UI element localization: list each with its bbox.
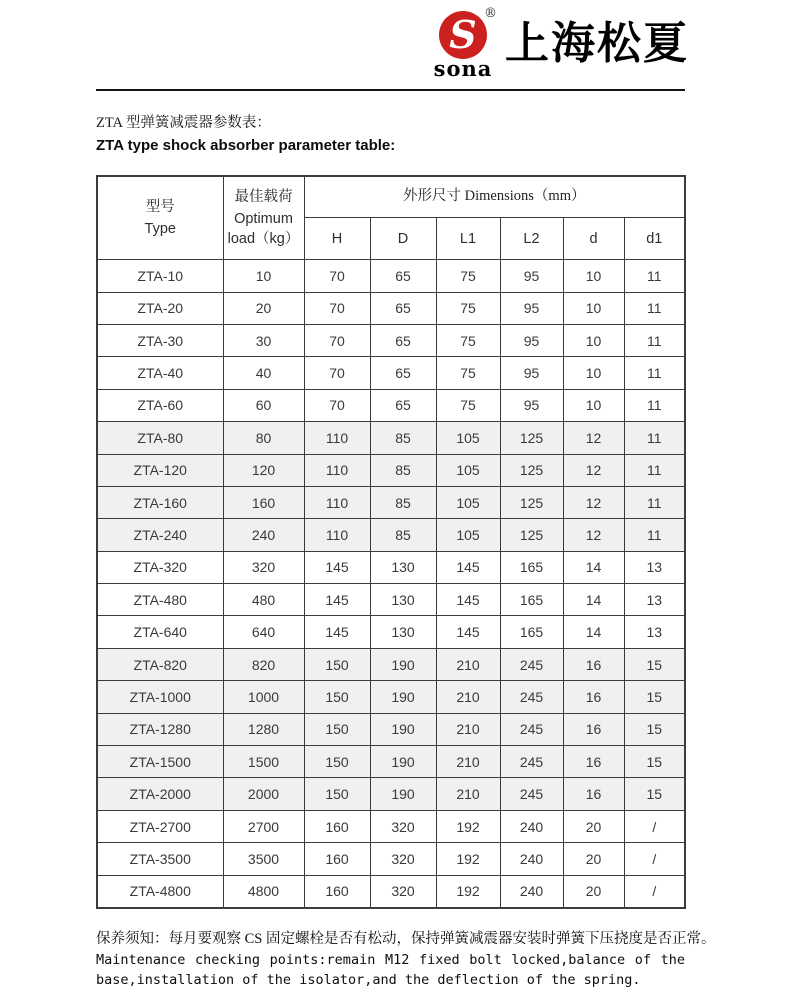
- cell-value: 145: [304, 551, 370, 583]
- cell-value: 105: [436, 454, 500, 486]
- cell-value: 820: [223, 648, 304, 680]
- cell-value: 14: [563, 584, 624, 616]
- cell-value: 75: [436, 357, 500, 389]
- cell-value: 145: [304, 584, 370, 616]
- cell-value: 165: [500, 616, 563, 648]
- table-row: [97, 713, 685, 745]
- cell-value: 150: [304, 778, 370, 810]
- cell-value: 12: [563, 486, 624, 518]
- cell-type: ZTA-20: [97, 292, 223, 324]
- cell-value: 150: [304, 746, 370, 778]
- cell-value: 95: [500, 357, 563, 389]
- cell-value: 160: [304, 843, 370, 875]
- cell-value: 80: [223, 422, 304, 454]
- cell-value: 16: [563, 778, 624, 810]
- col-header-dim-L1: L1: [436, 218, 500, 260]
- cell-value: 210: [436, 648, 500, 680]
- table-row: [97, 324, 685, 356]
- cell-value: 10: [223, 260, 304, 292]
- cell-type: ZTA-2700: [97, 810, 223, 842]
- cell-value: 125: [500, 486, 563, 518]
- cell-value: 15: [624, 746, 685, 778]
- cell-value: 110: [304, 519, 370, 551]
- cell-type: ZTA-160: [97, 486, 223, 518]
- cell-value: 130: [370, 551, 436, 583]
- table-row: [97, 357, 685, 389]
- document-page: [96, 0, 716, 991]
- cell-value: 125: [500, 454, 563, 486]
- title-block: [96, 112, 685, 158]
- cell-value: 110: [304, 454, 370, 486]
- col-header-load-en1: Optimum: [234, 210, 293, 227]
- cell-value: 15: [624, 648, 685, 680]
- cell-value: 320: [370, 875, 436, 907]
- cell-value: 110: [304, 486, 370, 518]
- cell-value: 70: [304, 292, 370, 324]
- cell-type: ZTA-320: [97, 551, 223, 583]
- cell-value: 320: [370, 810, 436, 842]
- cell-type: ZTA-240: [97, 519, 223, 551]
- col-header-dim-D: D: [370, 218, 436, 260]
- cell-value: 145: [436, 584, 500, 616]
- cell-type: ZTA-1000: [97, 681, 223, 713]
- table-row: [97, 778, 685, 810]
- cell-value: 20: [563, 810, 624, 842]
- cell-value: 190: [370, 746, 436, 778]
- cell-value: 14: [563, 551, 624, 583]
- col-header-type-en: Type: [144, 220, 176, 237]
- cell-value: 190: [370, 681, 436, 713]
- cell-value: 240: [223, 519, 304, 551]
- cell-type: ZTA-120: [97, 454, 223, 486]
- cell-value: 95: [500, 389, 563, 421]
- cell-value: 210: [436, 746, 500, 778]
- cell-value: 192: [436, 843, 500, 875]
- cell-value: 15: [624, 778, 685, 810]
- cell-value: 1500: [223, 746, 304, 778]
- cell-value: 95: [500, 260, 563, 292]
- cell-value: 11: [624, 454, 685, 486]
- cell-type: ZTA-820: [97, 648, 223, 680]
- cell-value: 85: [370, 486, 436, 518]
- cell-value: 65: [370, 292, 436, 324]
- col-header-dim-H: H: [304, 218, 370, 260]
- cell-value: 11: [624, 292, 685, 324]
- table-row: [97, 681, 685, 713]
- col-header-load: [223, 176, 304, 260]
- logo-wordmark: sona: [433, 56, 493, 81]
- cell-value: 70: [304, 357, 370, 389]
- col-header-type: [97, 176, 223, 260]
- cell-type: ZTA-4800: [97, 875, 223, 907]
- cell-value: 320: [370, 843, 436, 875]
- cell-value: 320: [223, 551, 304, 583]
- cell-value: 85: [370, 519, 436, 551]
- cell-value: 160: [304, 875, 370, 907]
- cell-value: 192: [436, 875, 500, 907]
- table-header-row-1: [97, 176, 685, 218]
- cell-value: 210: [436, 778, 500, 810]
- cell-value: 95: [500, 292, 563, 324]
- cell-value: 245: [500, 681, 563, 713]
- col-header-load-en2: load（kg）: [227, 230, 300, 247]
- cell-value: 1000: [223, 681, 304, 713]
- logo-s-glyph: S: [449, 12, 477, 57]
- cell-value: 30: [223, 324, 304, 356]
- cell-value: 85: [370, 422, 436, 454]
- cell-value: 640: [223, 616, 304, 648]
- cell-value: 13: [624, 584, 685, 616]
- col-header-type-zh: 型号: [145, 198, 175, 215]
- cell-value: 160: [304, 810, 370, 842]
- cell-value: 165: [500, 551, 563, 583]
- cell-value: 12: [563, 454, 624, 486]
- cell-value: 10: [563, 324, 624, 356]
- cell-value: 65: [370, 260, 436, 292]
- cell-value: 3500: [223, 843, 304, 875]
- cell-value: 11: [624, 260, 685, 292]
- cell-value: 130: [370, 616, 436, 648]
- cell-value: /: [624, 843, 685, 875]
- cell-value: 1280: [223, 713, 304, 745]
- cell-value: 190: [370, 648, 436, 680]
- table-row: [97, 389, 685, 421]
- cell-value: 13: [624, 616, 685, 648]
- cell-type: ZTA-1280: [97, 713, 223, 745]
- table-row: [97, 486, 685, 518]
- cell-value: 11: [624, 486, 685, 518]
- cell-value: 190: [370, 713, 436, 745]
- maintenance-note-zh: 保养须知：每月要观察 CS 固定螺栓是否有松动，保持弹簧减震器安装时弹簧下压挠度是否正常。: [96, 930, 716, 947]
- cell-value: 40: [223, 357, 304, 389]
- cell-value: 70: [304, 324, 370, 356]
- registered-trademark-icon: ®: [484, 6, 497, 21]
- cell-value: 125: [500, 422, 563, 454]
- cell-value: 245: [500, 713, 563, 745]
- cell-value: 85: [370, 454, 436, 486]
- cell-value: 240: [500, 843, 563, 875]
- cell-value: 65: [370, 389, 436, 421]
- cell-value: 65: [370, 357, 436, 389]
- cell-value: 480: [223, 584, 304, 616]
- cell-type: ZTA-2000: [97, 778, 223, 810]
- cell-value: 10: [563, 260, 624, 292]
- table-row: [97, 422, 685, 454]
- table-row: [97, 810, 685, 842]
- maintenance-note-en-line1: Maintenance checking points:remain M12 fixed bolt locked,balance of the: [96, 951, 685, 968]
- cell-type: ZTA-3500: [97, 843, 223, 875]
- cell-value: 145: [304, 616, 370, 648]
- cell-value: 165: [500, 584, 563, 616]
- cell-value: 60: [223, 389, 304, 421]
- cell-value: 75: [436, 292, 500, 324]
- table-row: [97, 551, 685, 583]
- cell-value: 245: [500, 648, 563, 680]
- cell-value: 20: [563, 875, 624, 907]
- cell-value: 14: [563, 616, 624, 648]
- cell-value: 11: [624, 519, 685, 551]
- cell-value: 120: [223, 454, 304, 486]
- col-header-dim-d: d: [563, 218, 624, 260]
- table-row: [97, 875, 685, 907]
- cell-value: 110: [304, 422, 370, 454]
- page-header: [96, 0, 689, 91]
- parameter-table: [96, 175, 686, 909]
- cell-value: 10: [563, 357, 624, 389]
- table-row: [97, 616, 685, 648]
- cell-value: 105: [436, 519, 500, 551]
- cell-value: 95: [500, 324, 563, 356]
- cell-value: 210: [436, 713, 500, 745]
- col-header-dim-L2: L2: [500, 218, 563, 260]
- cell-value: 240: [500, 875, 563, 907]
- cell-value: 150: [304, 681, 370, 713]
- table-row: [97, 454, 685, 486]
- table-row: [97, 746, 685, 778]
- col-header-load-zh: 最佳载荷: [234, 188, 293, 205]
- cell-value: 11: [624, 422, 685, 454]
- cell-value: 190: [370, 778, 436, 810]
- cell-value: 210: [436, 681, 500, 713]
- cell-type: ZTA-60: [97, 389, 223, 421]
- cell-value: 130: [370, 584, 436, 616]
- cell-value: /: [624, 810, 685, 842]
- cell-value: 10: [563, 292, 624, 324]
- cell-value: 12: [563, 422, 624, 454]
- cell-value: 105: [436, 486, 500, 518]
- cell-value: 150: [304, 713, 370, 745]
- cell-value: 15: [624, 681, 685, 713]
- maintenance-note: [96, 929, 716, 992]
- cell-value: 2000: [223, 778, 304, 810]
- cell-value: 11: [624, 324, 685, 356]
- cell-value: /: [624, 875, 685, 907]
- cell-value: 13: [624, 551, 685, 583]
- col-header-dim-d1: d1: [624, 218, 685, 260]
- cell-value: 16: [563, 713, 624, 745]
- cell-value: 105: [436, 422, 500, 454]
- cell-value: 2700: [223, 810, 304, 842]
- cell-value: 15: [624, 713, 685, 745]
- cell-type: ZTA-80: [97, 422, 223, 454]
- cell-value: 10: [563, 389, 624, 421]
- table-row: [97, 260, 685, 292]
- table-row: [97, 584, 685, 616]
- cell-value: 20: [563, 843, 624, 875]
- cell-value: 11: [624, 357, 685, 389]
- cell-value: 16: [563, 648, 624, 680]
- cell-value: 12: [563, 519, 624, 551]
- cell-value: 20: [223, 292, 304, 324]
- company-name: 上海松夏: [505, 19, 689, 68]
- cell-value: 75: [436, 324, 500, 356]
- cell-value: 245: [500, 778, 563, 810]
- cell-value: 75: [436, 260, 500, 292]
- cell-value: 11: [624, 389, 685, 421]
- cell-value: 160: [223, 486, 304, 518]
- cell-value: 150: [304, 648, 370, 680]
- maintenance-note-en-line2: base,installation of the isolator,and the deflection of the spring.: [96, 972, 641, 989]
- cell-type: ZTA-640: [97, 616, 223, 648]
- sona-logo-icon: [438, 10, 488, 60]
- table-row: [97, 843, 685, 875]
- company-logo: [427, 6, 689, 81]
- cell-type: ZTA-10: [97, 260, 223, 292]
- cell-value: 125: [500, 519, 563, 551]
- table-title-en: ZTA type shock absorber parameter table:: [96, 137, 396, 155]
- cell-type: ZTA-1500: [97, 746, 223, 778]
- cell-type: ZTA-480: [97, 584, 223, 616]
- table-row: [97, 648, 685, 680]
- cell-value: 16: [563, 746, 624, 778]
- cell-value: 16: [563, 681, 624, 713]
- col-header-dimensions: 外形尺寸 Dimensions（mm）: [304, 176, 685, 218]
- cell-value: 145: [436, 551, 500, 583]
- sona-logo: [427, 6, 499, 81]
- cell-value: 4800: [223, 875, 304, 907]
- cell-value: 240: [500, 810, 563, 842]
- cell-type: ZTA-40: [97, 357, 223, 389]
- table-row: [97, 292, 685, 324]
- cell-value: 70: [304, 260, 370, 292]
- cell-type: ZTA-30: [97, 324, 223, 356]
- cell-value: 145: [436, 616, 500, 648]
- cell-value: 192: [436, 810, 500, 842]
- table-title-zh: ZTA 型弹簧减震器参数表：: [96, 115, 271, 131]
- table-row: [97, 519, 685, 551]
- cell-value: 70: [304, 389, 370, 421]
- cell-value: 245: [500, 746, 563, 778]
- cell-value: 65: [370, 324, 436, 356]
- cell-value: 75: [436, 389, 500, 421]
